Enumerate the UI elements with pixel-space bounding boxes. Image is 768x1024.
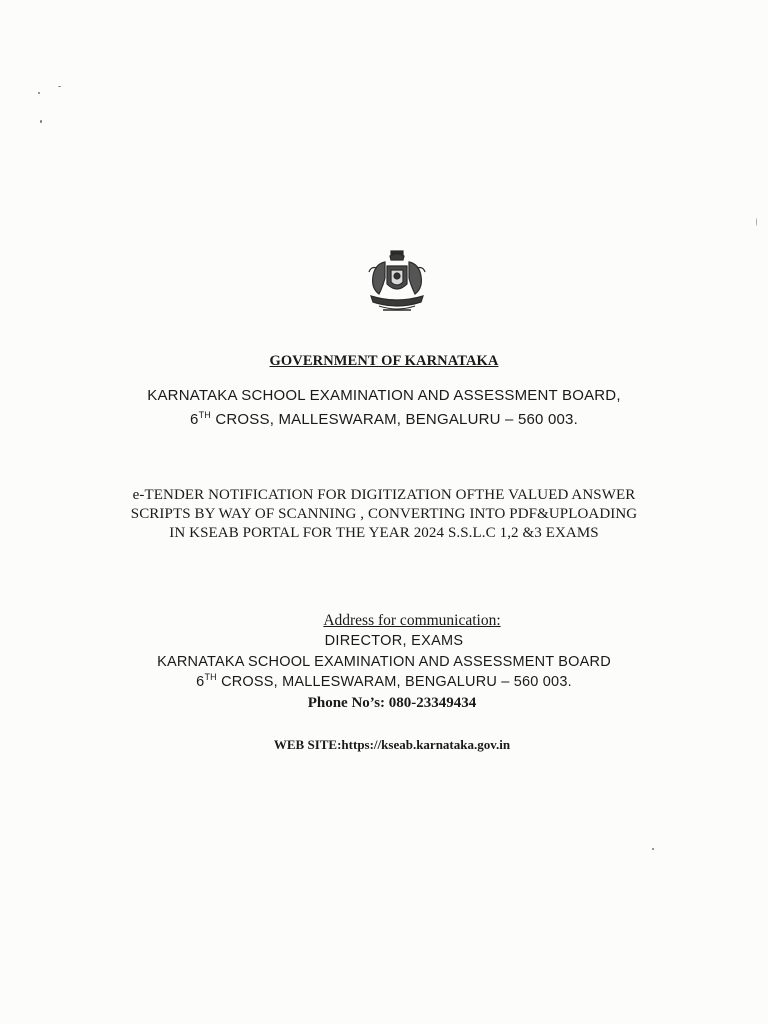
tender-line-3: IN KSEAB PORTAL FOR THE YEAR 2024 S.S.L.C 1,2 &3 EXAMS bbox=[169, 525, 599, 541]
cross-ordinal: TH bbox=[198, 410, 211, 420]
board-name: KARNATAKA SCHOOL EXAMINATION AND ASSESSMENT BOARD, bbox=[147, 387, 621, 404]
tender-line-2: SCRIPTS BY WAY OF SCANNING , CONVERTING INTO PDF&UPLOADING bbox=[130, 506, 638, 522]
phone-number: Phone No’s: 080-23349434 bbox=[307, 695, 477, 711]
address-rest: CROSS, MALLESWARAM, BENGALURU – 560 003. bbox=[211, 411, 578, 428]
scan-speck bbox=[58, 86, 61, 87]
government-title: GOVERNMENT OF KARNATAKA bbox=[269, 353, 499, 369]
director-title: DIRECTOR, EXAMS bbox=[324, 633, 464, 649]
communication-address bbox=[0, 674, 768, 690]
cross-ordinal: TH bbox=[204, 672, 217, 683]
scan-speck bbox=[756, 218, 757, 226]
cross-number: 6 bbox=[190, 411, 199, 428]
scan-speck bbox=[38, 92, 40, 94]
tender-line-1: e-TENDER NOTIFICATION FOR DIGITIZATION OFTHE VALUED ANSWER bbox=[132, 487, 636, 503]
karnataka-state-emblem-icon bbox=[357, 248, 437, 316]
cross-number: 6 bbox=[196, 674, 205, 690]
communication-label: Address for communication: bbox=[323, 612, 501, 629]
communication-board: KARNATAKA SCHOOL EXAMINATION AND ASSESSMENT BOARD bbox=[157, 654, 611, 670]
website-link[interactable]: WEB SITE:https://kseab.karnataka.gov.in bbox=[273, 737, 511, 752]
address-rest: CROSS, MALLESWARAM, BENGALURU – 560 003. bbox=[216, 674, 572, 690]
board-address bbox=[0, 411, 768, 428]
scan-speck bbox=[40, 120, 42, 123]
scan-speck bbox=[652, 848, 654, 850]
